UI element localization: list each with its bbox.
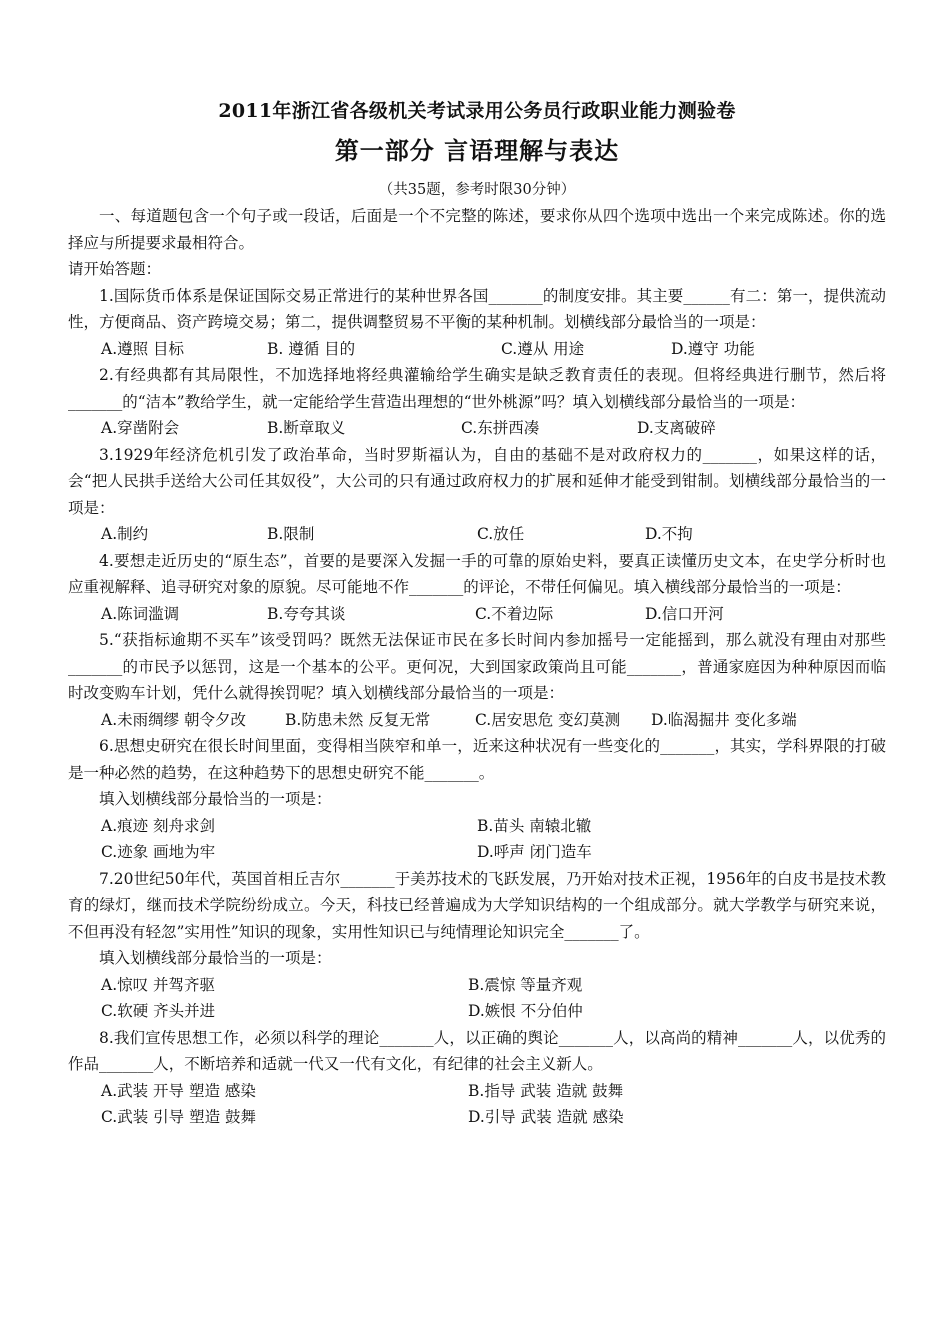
question-1 bbox=[68, 283, 886, 363]
option-row bbox=[68, 521, 886, 548]
option-b: B.震惊 等量齐观 bbox=[468, 975, 583, 994]
question-text: 5.“获指标逾期不买车”该受罚吗？既然无法保证市民在多长时间内参加摇号一定能摇到，那么就没有理由对那些_______的市民予以惩罚，这是一个基本的公平。更何况，大到国家政策尚且可能_______，普通家庭因为种种原因而临时改变购车计划，凭什么就得挨罚呢？填入划横线部分最恰当的一项是： bbox=[68, 631, 886, 702]
option-row bbox=[68, 1078, 886, 1105]
question-text: 1.国际货币体系是保证国际交易正常进行的某种世界各国_______的制度安排。其主要______有二：第一，提供流动性，方便商品、资产跨境交易；第二，提供调整贸易不平衡的某种机制。划横线部分最恰当的一项是： bbox=[68, 286, 886, 331]
option-c: C.不着边际 bbox=[475, 604, 554, 623]
option-d: D.临渴掘井 变化多端 bbox=[651, 710, 797, 729]
option-c: C.遵从 用途 bbox=[501, 339, 585, 358]
question-8 bbox=[68, 1025, 886, 1131]
option-b: B.指导 武装 造就 鼓舞 bbox=[468, 1081, 624, 1100]
question-7 bbox=[68, 866, 886, 1025]
option-c: C.软硬 齐头并进 bbox=[101, 1002, 216, 1020]
start-prompt: 请开始答题： bbox=[68, 260, 162, 278]
option-d: D.不拘 bbox=[645, 525, 693, 543]
option-b: B.限制 bbox=[267, 525, 315, 543]
question-5 bbox=[68, 627, 886, 733]
option-row bbox=[68, 972, 886, 999]
question-prompt: 填入划横线部分最恰当的一项是： bbox=[99, 790, 332, 808]
option-d: D.信口开河 bbox=[645, 604, 724, 623]
question-text: 4.要想走近历史的“原生态”，首要的是要深入发掘一手的可靠的原始史料，要真正读懂历史文本，在史学分析时也应重视解释、追寻研究对象的原貌。尽可能地不作_______的评论，不带任何偏见。填入横线部分最恰当的一项是： bbox=[68, 551, 886, 596]
option-c: C.东拼西凑 bbox=[461, 419, 540, 437]
option-a: A.武装 开导 塑造 感染 bbox=[101, 1081, 256, 1100]
option-row bbox=[68, 839, 886, 866]
option-row bbox=[68, 415, 886, 442]
option-row bbox=[68, 1104, 886, 1131]
exam-title: 2011年浙江省各级机关考试录用公务员行政职业能力测验卷 bbox=[218, 100, 736, 122]
option-a: A.穿凿附会 bbox=[101, 419, 180, 437]
option-d: D.嫉恨 不分伯仲 bbox=[468, 1002, 583, 1020]
option-b: B.断章取义 bbox=[267, 419, 346, 437]
question-text: 8.我们宣传思想工作，必须以科学的理论_______人，以正确的舆论_______人，以高尚的精神_______人，以优秀的作品_______人，不断培养和适就一代又一代有文化，有纪律的社会主义新人。 bbox=[68, 1028, 886, 1073]
option-a: A.遵照 目标 bbox=[101, 339, 185, 358]
instruction-text: 一、每道题包含一个句子或一段话，后面是一个不完整的陈述，要求你从四个选项中选出一个来完成陈述。你的选择应与所提要求最相符合。 bbox=[68, 207, 886, 252]
question-2 bbox=[68, 362, 886, 442]
option-b: B.防患未然 反复无常 bbox=[285, 710, 431, 729]
question-text: 6.思想史研究在很长时间里面，变得相当陕窄和单一，近来这种状况有一些变化的_______，其实，学科界限的打破是一种必然的趋势，在这种趋势下的思想史研究不能_______。 bbox=[68, 737, 886, 782]
option-b: B. 遵循 目的 bbox=[267, 339, 356, 358]
option-row bbox=[68, 707, 886, 734]
question-6 bbox=[68, 733, 886, 866]
question-3 bbox=[68, 442, 886, 548]
exam-page bbox=[68, 96, 886, 1131]
option-c: C.居安思危 变幻莫测 bbox=[475, 710, 621, 729]
option-c: C.武装 引导 塑造 鼓舞 bbox=[101, 1108, 257, 1126]
question-text: 3.1929年经济危机引发了政治革命，当时罗斯福认为，自由的基础不是对政府权力的_______，如果这样的话，会“把人民拱手送给大公司任其奴役”，大公司的只有通过政府权力的扩展和延伸才能受到钳制。划横线部分最恰当的一项是： bbox=[68, 445, 886, 517]
question-text: 2.有经典都有其局限性，不加选择地将经典灌输给学生确实是缺乏教育责任的表现。但将经典进行删节，然后将_______的“洁本”教给学生，就一定能给学生营造出理想的“世外桃源”吗？填入划横线部分最恰当的一项是： bbox=[68, 366, 886, 411]
question-text: 7.20世纪50年代，英国首相丘吉尔_______于美苏技术的飞跃发展，乃开始对技术正视，1956年的白皮书是技术教育的绿灯，继而技术学院纷纷成立。今天，科技已经普遍成为大学知识结构的一个组成部分。就大学教学与研究来说，不但再没有轻忽”实用性”知识的现象，实用性知识已与纯情理论知识完全_______了。 bbox=[68, 869, 886, 941]
option-d: D.遵守 功能 bbox=[671, 339, 755, 358]
option-row bbox=[68, 813, 886, 840]
option-row bbox=[68, 336, 886, 363]
option-c: C.迹象 画地为牢 bbox=[101, 843, 216, 861]
option-d: D.呼声 闭门造车 bbox=[477, 843, 592, 861]
option-row bbox=[68, 998, 886, 1025]
option-b: B.苗头 南辕北辙 bbox=[477, 816, 592, 835]
option-a: A.陈词滥调 bbox=[101, 604, 180, 623]
option-a: A.痕迹 刻舟求剑 bbox=[101, 816, 216, 835]
option-row bbox=[68, 601, 886, 628]
option-a: A.惊叹 并驾齐驱 bbox=[101, 975, 216, 994]
option-a: A.未雨绸缪 朝令夕改 bbox=[101, 710, 247, 729]
question-prompt: 填入划横线部分最恰当的一项是： bbox=[99, 949, 332, 967]
option-b: B.夸夸其谈 bbox=[267, 604, 346, 623]
option-d: D.支离破碎 bbox=[637, 419, 716, 437]
section-title: 第一部分 言语理解与表达 bbox=[334, 136, 620, 165]
question-4 bbox=[68, 548, 886, 628]
option-d: D.引导 武装 造就 感染 bbox=[468, 1108, 624, 1126]
option-a: A.制约 bbox=[101, 525, 149, 543]
option-c: C.放任 bbox=[477, 525, 525, 543]
section-meta: （共35题，参考时限30分钟） bbox=[378, 182, 576, 198]
